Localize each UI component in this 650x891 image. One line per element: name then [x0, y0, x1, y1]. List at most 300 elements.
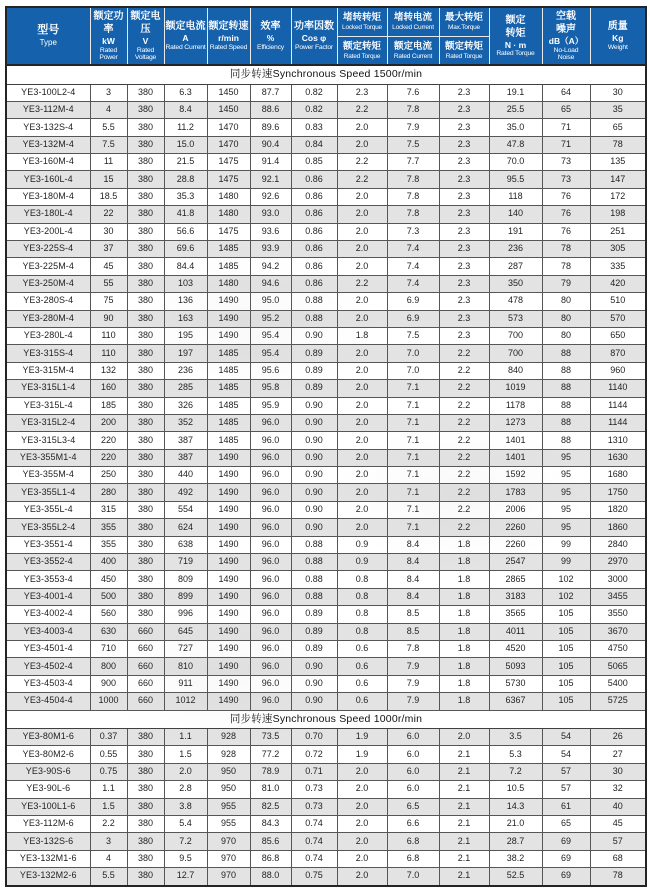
value-cell: 103	[164, 275, 207, 292]
value-cell: 2865	[489, 571, 542, 588]
model-cell: YE3-280M-4	[6, 310, 90, 327]
value-cell: 2.0	[337, 258, 387, 275]
value-cell: 6.9	[387, 310, 439, 327]
table-row	[6, 136, 646, 153]
value-cell: 0.89	[291, 623, 337, 640]
value-cell: 0.74	[291, 833, 337, 850]
model-cell: YE3-90S-6	[6, 763, 90, 780]
table-row	[6, 501, 646, 518]
value-cell: 387	[164, 432, 207, 449]
header-bottom-cell	[338, 37, 387, 64]
table-row	[6, 868, 646, 886]
value-cell: 0.83	[291, 119, 337, 136]
value-cell: 1490	[207, 536, 250, 553]
table-row	[6, 484, 646, 501]
value-cell: 380	[127, 241, 164, 258]
value-cell: 6.5	[387, 798, 439, 815]
value-cell: 7.0	[387, 345, 439, 362]
value-cell: 2.3	[439, 154, 489, 171]
table-row	[6, 310, 646, 327]
value-cell: 380	[127, 763, 164, 780]
value-cell: 7.9	[387, 658, 439, 675]
value-cell: 54	[542, 746, 590, 763]
model-cell: YE3-160L-4	[6, 171, 90, 188]
value-cell: 2.0	[337, 310, 387, 327]
value-cell: 0.89	[291, 380, 337, 397]
table-row	[6, 675, 646, 692]
col-header-efficiency	[250, 7, 291, 65]
value-cell: 6.3	[164, 84, 207, 101]
model-cell: YE3-112M-4	[6, 101, 90, 118]
value-cell: 380	[127, 154, 164, 171]
model-cell: YE3-180L-4	[6, 206, 90, 223]
value-cell: 2.2	[439, 484, 489, 501]
table-row	[6, 171, 646, 188]
value-cell: 0.90	[291, 327, 337, 344]
value-cell: 380	[127, 571, 164, 588]
table-row	[6, 84, 646, 101]
table-row	[6, 729, 646, 746]
value-cell: 573	[489, 310, 542, 327]
col-header-locked-current-ratio	[387, 7, 439, 65]
value-cell: 95	[542, 501, 590, 518]
value-cell: 105	[542, 606, 590, 623]
value-cell: 68	[590, 850, 646, 867]
value-cell: 251	[590, 223, 646, 240]
value-cell: 380	[127, 327, 164, 344]
value-cell: 88.0	[250, 868, 291, 886]
header-zh-label: 额定转矩	[444, 40, 483, 52]
value-cell: 928	[207, 729, 250, 746]
value-cell: 105	[542, 623, 590, 640]
table-row	[6, 536, 646, 553]
header-unit-label: dB（A）	[548, 35, 584, 46]
value-cell: 236	[164, 362, 207, 379]
value-cell: 136	[164, 293, 207, 310]
model-cell: YE3-4003-4	[6, 623, 90, 640]
value-cell: 9.5	[164, 850, 207, 867]
value-cell: 88	[542, 362, 590, 379]
value-cell: 1.5	[164, 746, 207, 763]
value-cell: 69	[542, 833, 590, 850]
value-cell: 380	[127, 310, 164, 327]
value-cell: 95	[542, 449, 590, 466]
value-cell: 1485	[207, 362, 250, 379]
value-cell: 1.5	[90, 798, 127, 815]
value-cell: 0.90	[291, 432, 337, 449]
value-cell: 3183	[489, 588, 542, 605]
value-cell: 2.3	[439, 258, 489, 275]
value-cell: 2.0	[337, 816, 387, 833]
value-cell: 5.3	[489, 746, 542, 763]
value-cell: 380	[127, 536, 164, 553]
value-cell: 0.89	[291, 345, 337, 362]
table-row	[6, 206, 646, 223]
value-cell: 65	[542, 816, 590, 833]
header-en-label: Rated Torque	[343, 52, 381, 60]
table-row	[6, 449, 646, 466]
value-cell: 2.0	[337, 241, 387, 258]
value-cell: 2.0	[337, 223, 387, 240]
value-cell: 1475	[207, 223, 250, 240]
header-en-label: Type	[39, 38, 57, 48]
value-cell: 355	[90, 536, 127, 553]
value-cell: 2547	[489, 554, 542, 571]
model-cell: YE3-280S-4	[6, 293, 90, 310]
value-cell: 500	[90, 588, 127, 605]
value-cell: 14.3	[489, 798, 542, 815]
value-cell: 2006	[489, 501, 542, 518]
value-cell: 2.0	[337, 484, 387, 501]
value-cell: 28.7	[489, 833, 542, 850]
value-cell: 105	[542, 675, 590, 692]
header-en-label: Rated Torque	[445, 52, 483, 60]
value-cell: 70.0	[489, 154, 542, 171]
value-cell: 2.2	[90, 816, 127, 833]
value-cell: 82.5	[250, 798, 291, 815]
value-cell: 88	[542, 397, 590, 414]
table-row	[6, 833, 646, 850]
col-header-rated-power	[90, 7, 127, 65]
value-cell: 0.70	[291, 729, 337, 746]
value-cell: 0.88	[291, 293, 337, 310]
value-cell: 185	[90, 397, 127, 414]
value-cell: 2.2	[337, 154, 387, 171]
value-cell: 700	[489, 327, 542, 344]
value-cell: 2.0	[337, 380, 387, 397]
col-header-rated-current	[164, 7, 207, 65]
value-cell: 0.73	[291, 798, 337, 815]
value-cell: 52.5	[489, 868, 542, 886]
value-cell: 21.5	[164, 154, 207, 171]
value-cell: 96.0	[250, 449, 291, 466]
value-cell: 35.0	[489, 119, 542, 136]
header-zh-label: 额定	[505, 14, 526, 26]
value-cell: 10.5	[489, 781, 542, 798]
header-zh-label: 额定转矩	[342, 40, 381, 52]
value-cell: 380	[127, 798, 164, 815]
value-cell: 970	[207, 833, 250, 850]
value-cell: 95.4	[250, 327, 291, 344]
value-cell: 3565	[489, 606, 542, 623]
value-cell: 3000	[590, 571, 646, 588]
value-cell: 47.8	[489, 136, 542, 153]
table-row	[6, 154, 646, 171]
table-row	[6, 816, 646, 833]
value-cell: 2.3	[439, 188, 489, 205]
value-cell: 0.9	[337, 536, 387, 553]
value-cell: 0.90	[291, 467, 337, 484]
value-cell: 1.8	[439, 571, 489, 588]
value-cell: 54	[542, 729, 590, 746]
header-unit-label: A	[182, 33, 189, 44]
value-cell: 7.5	[90, 136, 127, 153]
model-cell: YE3-355L-4	[6, 501, 90, 518]
value-cell: 41.8	[164, 206, 207, 223]
table-row	[6, 746, 646, 763]
value-cell: 15.0	[164, 136, 207, 153]
value-cell: 7.8	[387, 101, 439, 118]
value-cell: 0.8	[337, 606, 387, 623]
value-cell: 1401	[489, 449, 542, 466]
value-cell: 95.0	[250, 293, 291, 310]
value-cell: 135	[590, 154, 646, 171]
header-zh-label: 空载	[556, 10, 576, 22]
model-cell: YE3-160M-4	[6, 154, 90, 171]
value-cell: 2.0	[337, 798, 387, 815]
value-cell: 0.90	[291, 519, 337, 536]
value-cell: 554	[164, 501, 207, 518]
model-cell: YE3-315S-4	[6, 345, 90, 362]
value-cell: 1.8	[439, 623, 489, 640]
value-cell: 2.1	[439, 816, 489, 833]
table-row	[6, 641, 646, 658]
value-cell: 7.4	[387, 241, 439, 258]
value-cell: 32	[590, 781, 646, 798]
value-cell: 71	[542, 136, 590, 153]
value-cell: 76	[542, 223, 590, 240]
value-cell: 7.1	[387, 449, 439, 466]
value-cell: 99	[542, 554, 590, 571]
table-row	[6, 327, 646, 344]
value-cell: 7.9	[387, 119, 439, 136]
col-header-weight	[590, 7, 646, 65]
value-cell: 37	[90, 241, 127, 258]
value-cell: 326	[164, 397, 207, 414]
value-cell: 285	[164, 380, 207, 397]
value-cell: 45	[90, 258, 127, 275]
value-cell: 0.90	[291, 658, 337, 675]
value-cell: 380	[127, 746, 164, 763]
value-cell: 1475	[207, 154, 250, 171]
value-cell: 7.0	[387, 868, 439, 886]
value-cell: 2.3	[439, 241, 489, 258]
value-cell: 7.1	[387, 380, 439, 397]
value-cell: 3550	[590, 606, 646, 623]
value-cell: 960	[590, 362, 646, 379]
value-cell: 78	[590, 868, 646, 886]
value-cell: 1680	[590, 467, 646, 484]
value-cell: 15	[90, 171, 127, 188]
table-row	[6, 101, 646, 118]
header-en-label: Rated Torque	[496, 50, 535, 58]
value-cell: 2.2	[337, 101, 387, 118]
value-cell: 1019	[489, 380, 542, 397]
value-cell: 96.0	[250, 571, 291, 588]
model-cell: YE3-250M-4	[6, 275, 90, 292]
table-row	[6, 414, 646, 431]
value-cell: 0.86	[291, 275, 337, 292]
value-cell: 73	[542, 171, 590, 188]
value-cell: 0.90	[291, 397, 337, 414]
value-cell: 26	[590, 729, 646, 746]
header-en-label: Rated Current	[393, 52, 433, 60]
value-cell: 380	[127, 136, 164, 153]
model-cell: YE3-132S-4	[6, 119, 90, 136]
value-cell: 0.86	[291, 223, 337, 240]
model-cell: YE3-3551-4	[6, 536, 90, 553]
value-cell: 1485	[207, 380, 250, 397]
value-cell: 560	[90, 606, 127, 623]
model-cell: YE3-3552-4	[6, 554, 90, 571]
model-cell: YE3-4502-4	[6, 658, 90, 675]
value-cell: 22	[90, 206, 127, 223]
value-cell: 191	[489, 223, 542, 240]
value-cell: 27	[590, 746, 646, 763]
value-cell: 0.37	[90, 729, 127, 746]
value-cell: 57	[542, 763, 590, 780]
value-cell: 810	[164, 658, 207, 675]
value-cell: 7.0	[387, 362, 439, 379]
value-cell: 95.5	[489, 171, 542, 188]
value-cell: 1485	[207, 345, 250, 362]
value-cell: 8.5	[387, 606, 439, 623]
value-cell: 315	[90, 501, 127, 518]
value-cell: 380	[127, 397, 164, 414]
value-cell: 80	[542, 293, 590, 310]
value-cell: 95	[542, 467, 590, 484]
value-cell: 1490	[207, 293, 250, 310]
value-cell: 88	[542, 380, 590, 397]
value-cell: 0.75	[90, 763, 127, 780]
value-cell: 7.1	[387, 501, 439, 518]
value-cell: 0.75	[291, 868, 337, 886]
value-cell: 2.0	[337, 188, 387, 205]
value-cell: 0.88	[291, 310, 337, 327]
model-cell: YE3-280L-4	[6, 327, 90, 344]
value-cell: 0.90	[291, 675, 337, 692]
value-cell: 96.0	[250, 414, 291, 431]
value-cell: 2.3	[439, 206, 489, 223]
value-cell: 25.5	[489, 101, 542, 118]
value-cell: 0.71	[291, 763, 337, 780]
value-cell: 0.90	[291, 449, 337, 466]
value-cell: 1.8	[439, 536, 489, 553]
value-cell: 236	[489, 241, 542, 258]
value-cell: 1490	[207, 501, 250, 518]
value-cell: 95.8	[250, 380, 291, 397]
value-cell: 1144	[590, 397, 646, 414]
header-zh-label: 额定电流	[393, 40, 432, 52]
table-row	[6, 467, 646, 484]
value-cell: 1480	[207, 206, 250, 223]
header-zh-label: 噪声	[556, 23, 576, 35]
value-cell: 7.1	[387, 467, 439, 484]
table-row	[6, 763, 646, 780]
value-cell: 102	[542, 588, 590, 605]
value-cell: 0.6	[337, 641, 387, 658]
value-cell: 2.3	[439, 171, 489, 188]
value-cell: 1.8	[439, 554, 489, 571]
value-cell: 65	[542, 101, 590, 118]
value-cell: 5093	[489, 658, 542, 675]
value-cell: 19.1	[489, 84, 542, 101]
value-cell: 660	[127, 623, 164, 640]
value-cell: 0.73	[291, 781, 337, 798]
header-en-label: Rated Voltage	[134, 46, 157, 62]
value-cell: 355	[90, 519, 127, 536]
value-cell: 1.8	[439, 606, 489, 623]
col-header-rated-voltage	[127, 7, 164, 65]
value-cell: 2.0	[337, 136, 387, 153]
value-cell: 92.1	[250, 171, 291, 188]
header-en-label: Max.Torque	[448, 24, 480, 32]
table-row	[6, 606, 646, 623]
value-cell: 6.0	[387, 781, 439, 798]
value-cell: 2.3	[439, 293, 489, 310]
value-cell: 2.1	[439, 746, 489, 763]
value-cell: 96.0	[250, 467, 291, 484]
value-cell: 95	[542, 484, 590, 501]
table-row	[6, 188, 646, 205]
value-cell: 0.82	[291, 84, 337, 101]
value-cell: 92.6	[250, 188, 291, 205]
value-cell: 2.2	[439, 467, 489, 484]
value-cell: 1860	[590, 519, 646, 536]
header-unit-label: Kg	[612, 33, 624, 44]
value-cell: 7.4	[387, 258, 439, 275]
value-cell: 2.0	[337, 519, 387, 536]
value-cell: 78.9	[250, 763, 291, 780]
model-cell: YE3-112M-6	[6, 816, 90, 833]
model-cell: YE3-90L-6	[6, 781, 90, 798]
value-cell: 380	[127, 223, 164, 240]
value-cell: 73	[542, 154, 590, 171]
value-cell: 380	[127, 206, 164, 223]
value-cell: 0.86	[291, 206, 337, 223]
value-cell: 1470	[207, 136, 250, 153]
header-unit-label: V	[142, 35, 149, 46]
value-cell: 380	[127, 833, 164, 850]
value-cell: 94.2	[250, 258, 291, 275]
value-cell: 727	[164, 641, 207, 658]
table-row	[6, 554, 646, 571]
value-cell: 1.8	[439, 693, 489, 710]
value-cell: 0.88	[291, 571, 337, 588]
value-cell: 1401	[489, 432, 542, 449]
value-cell: 2.0	[337, 781, 387, 798]
value-cell: 21.0	[489, 816, 542, 833]
value-cell: 0.6	[337, 693, 387, 710]
value-cell: 2.3	[439, 101, 489, 118]
header-en-label: Rated Power	[99, 46, 118, 62]
value-cell: 1273	[489, 414, 542, 431]
value-cell: 387	[164, 449, 207, 466]
value-cell: 380	[127, 781, 164, 798]
value-cell: 0.89	[291, 362, 337, 379]
value-cell: 380	[127, 606, 164, 623]
value-cell: 96.0	[250, 606, 291, 623]
value-cell: 1783	[489, 484, 542, 501]
table-section	[6, 65, 646, 710]
value-cell: 809	[164, 571, 207, 588]
value-cell: 2.2	[337, 275, 387, 292]
value-cell: 160	[90, 380, 127, 397]
value-cell: 61	[542, 798, 590, 815]
value-cell: 350	[489, 275, 542, 292]
value-cell: 118	[489, 188, 542, 205]
value-cell: 1480	[207, 188, 250, 205]
value-cell: 928	[207, 746, 250, 763]
value-cell: 380	[127, 729, 164, 746]
value-cell: 800	[90, 658, 127, 675]
value-cell: 1485	[207, 397, 250, 414]
value-cell: 1490	[207, 675, 250, 692]
header-zh-label: 型号	[37, 24, 60, 37]
value-cell: 90.4	[250, 136, 291, 153]
value-cell: 1485	[207, 432, 250, 449]
value-cell: 660	[127, 658, 164, 675]
